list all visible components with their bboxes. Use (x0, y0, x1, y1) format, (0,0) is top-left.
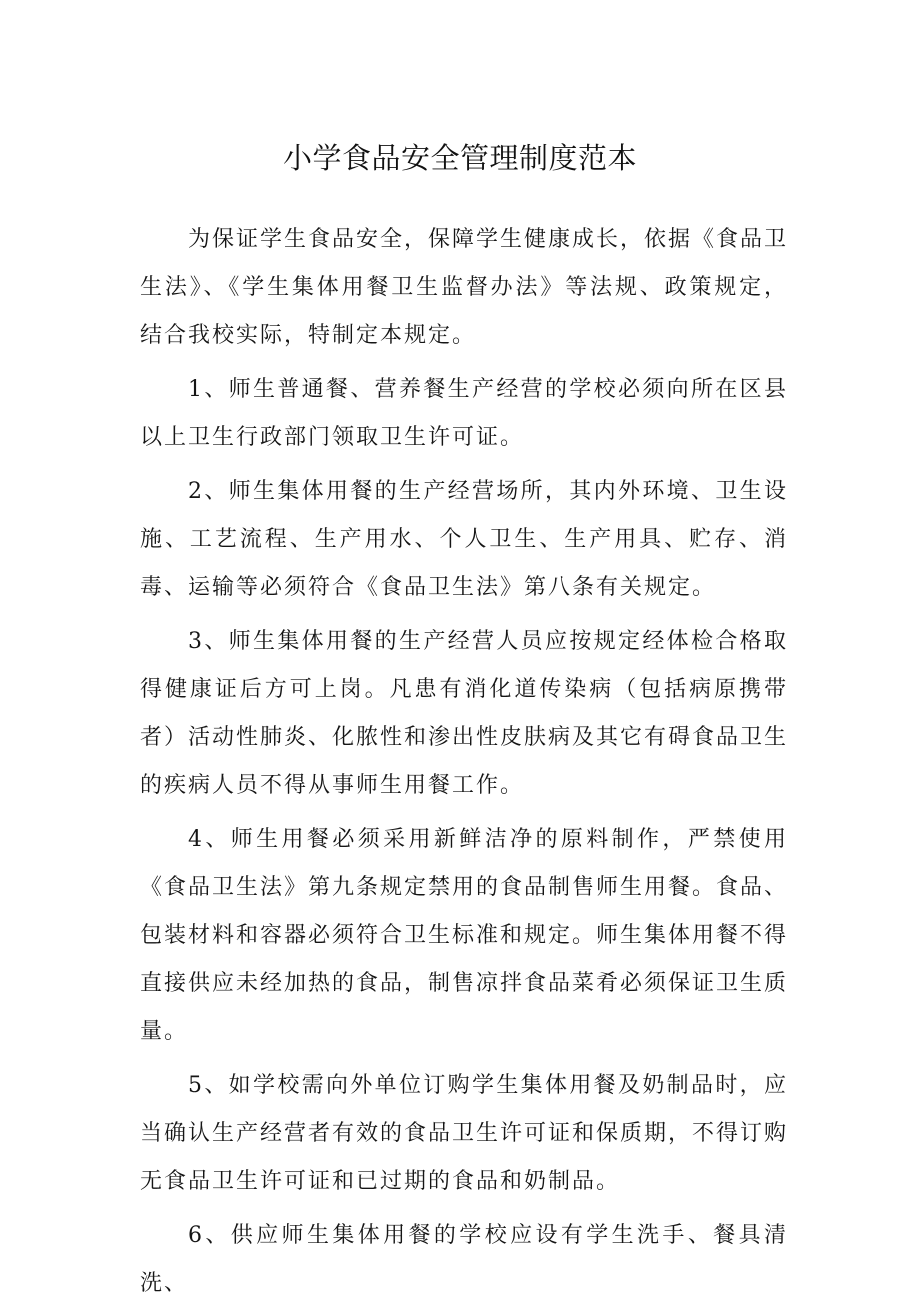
paragraph-rule-5: 5、如学校需向外单位订购学生集体用餐及奶制品时，应当确认生产经营者有效的食品卫生许可证和保质期，不得订购无食品卫生许可证和已过期的食品和奶制品。 (140, 1073, 789, 1194)
paragraph-rule-3: 3、师生集体用餐的生产经营人员应按规定经体检合格取得健康证后方可上岗。凡患有消化道传染病（包括病原携带者）活动性肺炎、化脓性和渗出性皮肤病及其它有碍食品卫生的疾病人员不得从事师生用餐工作。 (140, 629, 789, 798)
document-body (140, 216, 788, 1308)
paragraph-rule-1: 1、师生普通餐、营养餐生产经营的学校必须向所在区县以上卫生行政部门领取卫生许可证。 (140, 377, 788, 450)
document-title: 小学食品安全管理制度范本 (282, 141, 637, 175)
paragraph-rule-4: 4、师生用餐必须采用新鲜洁净的原料制作，严禁使用《食品卫生法》第九条规定禁用的食品制售师生用餐。食品、包装材料和容器必须符合卫生标准和规定。师生集体用餐不得直接供应未经加热的食品，制售凉拌食品菜肴必须保证卫生质量。 (140, 827, 789, 1044)
paragraph-rule-6: 6、供应师生集体用餐的学校应设有学生洗手、餐具清洗、 (140, 1223, 788, 1296)
paragraph-intro: 为保证学生食品安全，保障学生健康成长，依据《食品卫生法》、《学生集体用餐卫生监督办法》等法规、政策规定，结合我校实际，特制定本规定。 (140, 227, 789, 348)
paragraph-rule-2: 2、师生集体用餐的生产经营场所，其内外环境、卫生设施、工艺流程、生产用水、个人卫生、生产用具、贮存、消毒、运输等必须符合《食品卫生法》第八条有关规定。 (140, 479, 788, 600)
